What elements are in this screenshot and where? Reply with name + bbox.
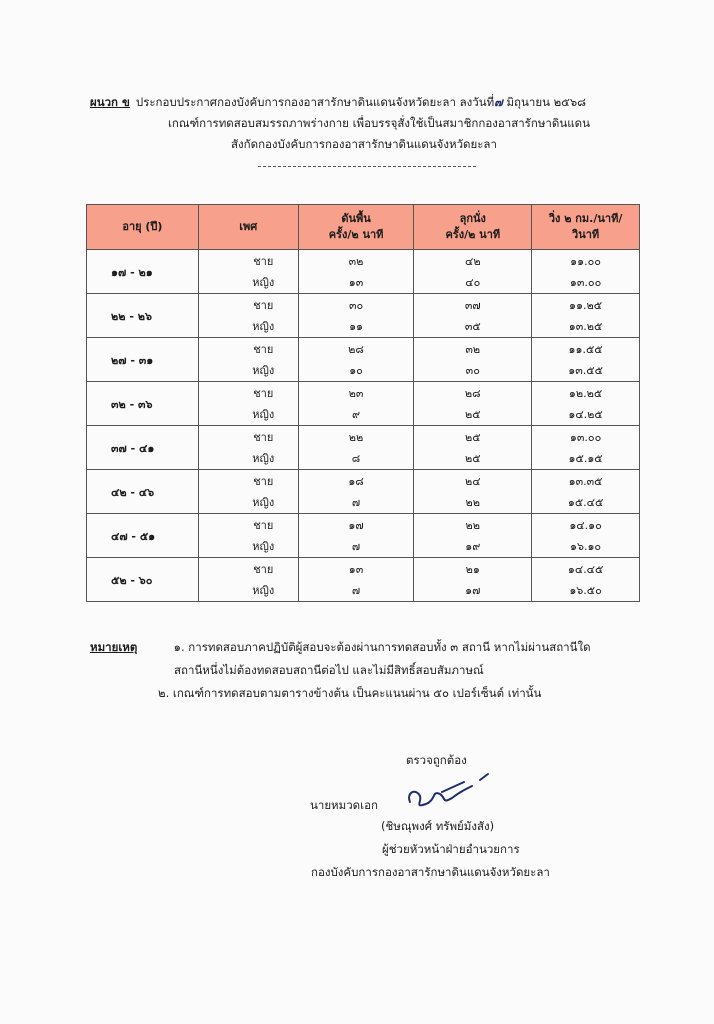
notes-label: หมายเหตุ [90, 640, 138, 654]
pushup-cell: ๒๘ [298, 338, 414, 360]
header-divider [258, 166, 476, 167]
table-row [87, 470, 640, 492]
pushup-cell: ๑๓ [298, 271, 414, 294]
run-time-cell: ๑๒.๒๕ [532, 382, 640, 404]
gender-cell: หญิง [198, 535, 298, 558]
pushup-cell: ๘ [298, 447, 414, 470]
table-header-row [87, 205, 640, 250]
run-time-cell: ๑๓.๐๐ [532, 426, 640, 448]
situp-cell: ๒๘ [414, 382, 532, 404]
run-time-cell: ๑๖.๑๐ [532, 535, 640, 558]
gender-cell: ชาย [198, 294, 298, 316]
run-time-cell: ๑๔.๒๕ [532, 403, 640, 426]
situp-cell: ๒๕ [414, 403, 532, 426]
pushup-cell: ๒๓ [298, 382, 414, 404]
run-time-cell: ๑๓.๐๐ [532, 271, 640, 294]
age-range-cell: ๒๗ - ๓๑ [87, 338, 199, 382]
table-row [87, 250, 640, 272]
notes-section [90, 636, 670, 705]
col-situp: ลุกนั่ง ครั้ง/๒ นาที [414, 205, 532, 250]
header-date-rest: มิถุนายน ๒๕๖๘ [502, 95, 587, 109]
situp-cell: ๓๗ [414, 294, 532, 316]
gender-cell: ชาย [198, 382, 298, 404]
situp-cell: ๔๒ [414, 250, 532, 272]
run-time-cell: ๑๕.๑๕ [532, 447, 640, 470]
gender-cell: หญิง [198, 491, 298, 514]
signer-unit: กองบังคับการกองอาสารักษาดินแดนจังหวัดยะลา [311, 865, 550, 879]
situp-cell: ๓๕ [414, 315, 532, 338]
pushup-cell: ๑๘ [298, 470, 414, 492]
run-time-cell: ๑๓.๕๕ [532, 359, 640, 382]
table-row [87, 338, 640, 360]
header-line-2: เกณฑ์การทดสอบสมรรถภาพร่างกาย เพื่อบรรจุสั่งใช้เป็นสมาชิกกองอาสารักษาดินแดน [168, 116, 590, 130]
col-pushup: ดันพื้น ครั้ง/๒ นาที [298, 205, 414, 250]
gender-cell: ชาย [198, 426, 298, 448]
pushup-cell: ๗ [298, 579, 414, 602]
age-range-cell: ๑๗ - ๒๑ [87, 250, 199, 294]
pushup-cell: ๗ [298, 535, 414, 558]
situp-cell: ๑๗ [414, 579, 532, 602]
run-time-cell: ๑๓.๒๕ [532, 315, 640, 338]
note-1-line-2: สถานีหนึ่งไม่ต้องทดสอบสถานีต่อไป และไม่มีสิทธิ์สอบสัมภาษณ์ [174, 663, 484, 677]
gender-cell: ชาย [198, 470, 298, 492]
verified-text: ตรวจถูกต้อง [406, 753, 467, 767]
situp-cell: ๒๒ [414, 491, 532, 514]
age-range-cell: ๕๒ - ๖๐ [87, 558, 199, 602]
age-range-cell: ๓๗ - ๔๑ [87, 426, 199, 470]
pushup-cell: ๑๑ [298, 315, 414, 338]
run-time-cell: ๑๔.๔๕ [532, 558, 640, 580]
situp-cell: ๑๙ [414, 535, 532, 558]
pushup-cell: ๙ [298, 403, 414, 426]
age-range-cell: ๒๒ - ๒๖ [87, 294, 199, 338]
situp-cell: ๒๑ [414, 558, 532, 580]
situp-cell: ๒๒ [414, 514, 532, 536]
situp-cell: ๓๐ [414, 359, 532, 382]
pushup-cell: ๑๗ [298, 514, 414, 536]
gender-cell: ชาย [198, 338, 298, 360]
situp-cell: ๓๒ [414, 338, 532, 360]
age-range-cell: ๔๒ - ๔๖ [87, 470, 199, 514]
gender-cell: หญิง [198, 447, 298, 470]
situp-cell: ๔๐ [414, 271, 532, 294]
header-line-1 [90, 92, 650, 113]
handwritten-signature [402, 768, 498, 814]
table-row [87, 294, 640, 316]
annex-tag: ผนวก ข [90, 95, 130, 109]
document-header [90, 92, 650, 155]
signer-position: ผู้ช่วยหัวหน้าฝ่ายอำนวยการ [382, 842, 520, 856]
table-row [87, 426, 640, 448]
run-time-cell: ๑๖.๕๐ [532, 579, 640, 602]
run-time-cell: ๑๑.๒๕ [532, 294, 640, 316]
col-gender: เพศ [198, 205, 298, 250]
pushup-cell: ๓๐ [298, 294, 414, 316]
age-range-cell: ๓๒ - ๓๖ [87, 382, 199, 426]
gender-cell: หญิง [198, 315, 298, 338]
table-row [87, 382, 640, 404]
situp-cell: ๒๕ [414, 447, 532, 470]
age-range-cell: ๔๗ - ๕๑ [87, 514, 199, 558]
col-run: วิ่ง ๒ กม./นาที/ วินาที [532, 205, 640, 250]
fitness-criteria-table [86, 204, 640, 602]
signer-name: (ชิษณุพงศ์ ทรัพย์มังสัง) [381, 819, 495, 833]
table-row [87, 558, 640, 580]
gender-cell: หญิง [198, 359, 298, 382]
run-time-cell: ๑๓.๓๕ [532, 470, 640, 492]
gender-cell: ชาย [198, 250, 298, 272]
gender-cell: หญิง [198, 271, 298, 294]
signer-rank: นายหมวดเอก [310, 798, 378, 812]
pushup-cell: ๑๓ [298, 558, 414, 580]
pushup-cell: ๒๒ [298, 426, 414, 448]
note-1-line-1: ๑. การทดสอบภาคปฏิบัติผู้สอบจะต้องผ่านการทดสอบทั้ง ๓ สถานี หากไม่ผ่านสถานีใด [173, 640, 591, 654]
note-2: ๒. เกณฑ์การทดสอบตามตารางข้างต้น เป็นคะแนนผ่าน ๕๐ เปอร์เซ็นต์ เท่านั้น [158, 686, 542, 700]
situp-cell: ๒๔ [414, 470, 532, 492]
handwritten-date-day: ๗ [494, 95, 503, 109]
gender-cell: ชาย [198, 514, 298, 536]
table-body [87, 250, 640, 602]
run-time-cell: ๑๕.๔๕ [532, 491, 640, 514]
pushup-cell: ๑๐ [298, 359, 414, 382]
col-age: อายุ (ปี) [87, 205, 199, 250]
pushup-cell: ๗ [298, 491, 414, 514]
situp-cell: ๒๕ [414, 426, 532, 448]
table-row [87, 514, 640, 536]
header-line-3: สังกัดกองบังคับการกองอาสารักษาดินแดนจังหวัดยะลา [231, 137, 497, 151]
run-time-cell: ๑๔.๑๐ [532, 514, 640, 536]
gender-cell: หญิง [198, 579, 298, 602]
pushup-cell: ๓๒ [298, 250, 414, 272]
gender-cell: หญิง [198, 403, 298, 426]
run-time-cell: ๑๑.๐๐ [532, 250, 640, 272]
gender-cell: ชาย [198, 558, 298, 580]
header-reference: ประกอบประกาศกองบังคับการกองอาสารักษาดินแดนจังหวัดยะลา ลงวันที่ [135, 95, 495, 109]
note-1 [90, 636, 670, 659]
run-time-cell: ๑๑.๕๕ [532, 338, 640, 360]
